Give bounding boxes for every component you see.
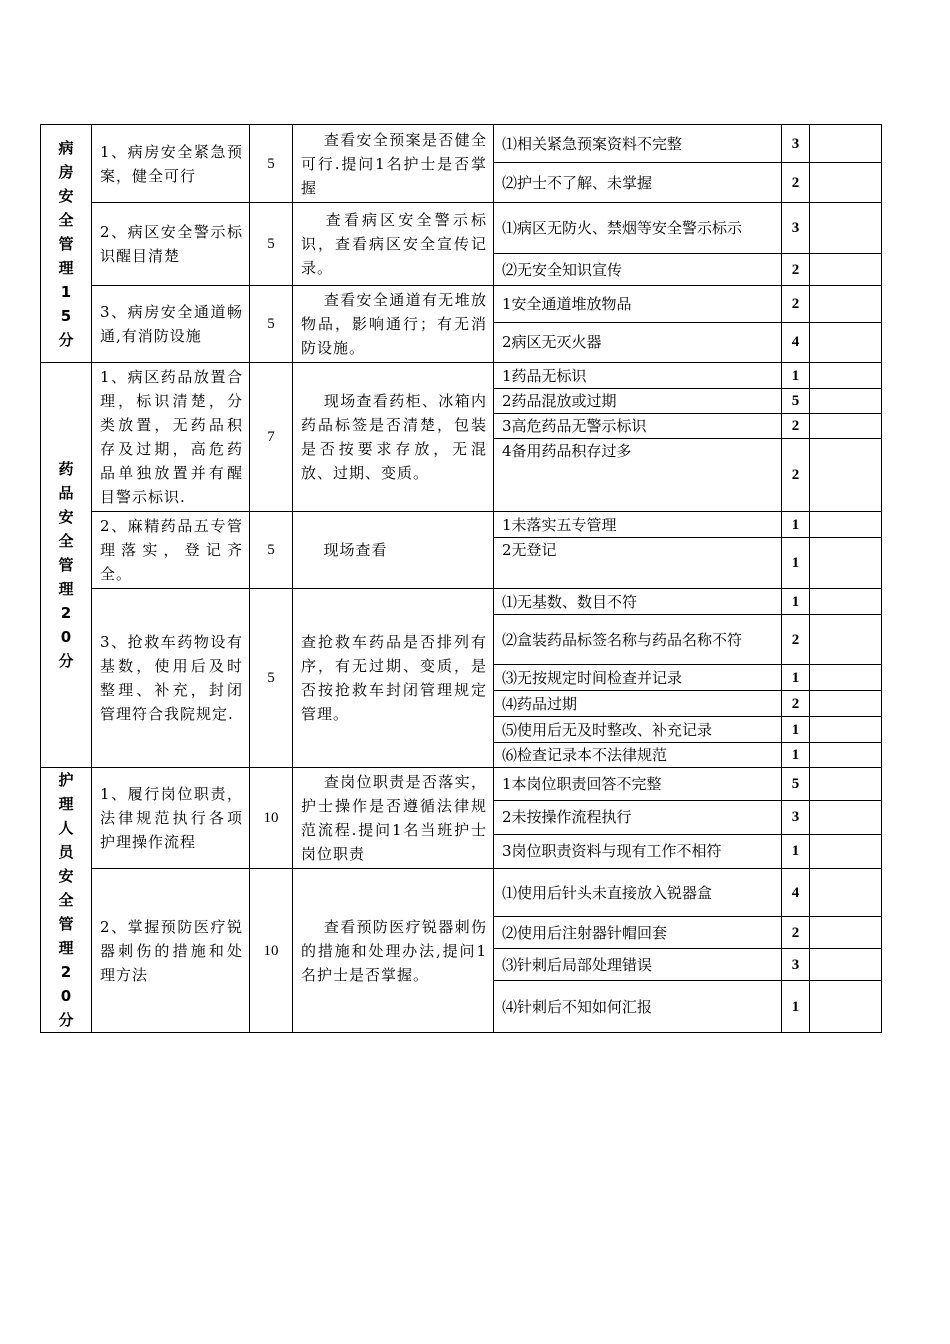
deduction-text: 1药品无标识 <box>494 363 782 389</box>
deduction-points: 5 <box>782 389 810 414</box>
deduction-text: ⑹检查记录本不法律规范 <box>494 743 782 768</box>
table-row <box>41 768 882 801</box>
table-row <box>41 589 882 615</box>
standard-cell: 2、病区安全警示标识醒目清楚 <box>92 203 250 286</box>
score-cell[interactable] <box>810 203 882 254</box>
deduction-text: ⑵无安全知识宣传 <box>494 254 782 286</box>
deduction-text: 2药品混放或过期 <box>494 389 782 414</box>
standard-cell: 2、麻精药品五专管理落实，登记齐全。 <box>92 512 250 589</box>
table-row <box>41 869 882 917</box>
score-cell[interactable] <box>810 801 882 834</box>
deduction-text: 2无登记 <box>494 538 782 589</box>
deduction-text: 2病区无灭火器 <box>494 322 782 362</box>
score-cell[interactable] <box>810 389 882 414</box>
score-cell[interactable] <box>810 917 882 949</box>
deduction-text: ⑶针刺后局部处理错误 <box>494 949 782 981</box>
points-cell: 5 <box>250 589 293 768</box>
deduction-points: 2 <box>782 254 810 286</box>
method-cell: 查看预防医疗锐器刺伤的措施和处理办法,提问1名护士是否掌握。 <box>293 869 494 1033</box>
score-cell[interactable] <box>810 538 882 589</box>
table-row <box>41 363 882 389</box>
deduction-points: 2 <box>782 286 810 323</box>
method-cell: 查看安全通道有无堆放物品，影响通行；有无消防设施。 <box>293 286 494 363</box>
score-cell[interactable] <box>810 254 882 286</box>
deduction-text: ⑴相关紧急预案资料不完整 <box>494 125 782 163</box>
deduction-text: ⑷针刺后不知如何汇报 <box>494 981 782 1033</box>
deduction-text: 1未落实五专管理 <box>494 512 782 538</box>
points-cell: 5 <box>250 125 293 203</box>
points-cell: 10 <box>250 768 293 869</box>
deduction-points: 2 <box>782 163 810 203</box>
deduction-points: 1 <box>782 834 810 868</box>
score-cell[interactable] <box>810 869 882 917</box>
standard-cell: 3、抢救车药物设有基数，使用后及时整理、补充，封闭管理符合我院规定. <box>92 589 250 768</box>
points-cell: 10 <box>250 869 293 1033</box>
deduction-text: ⑵盒装药品标签名称与药品名称不符 <box>494 615 782 665</box>
table-row <box>41 125 882 163</box>
score-cell[interactable] <box>810 768 882 801</box>
deduction-points: 3 <box>782 203 810 254</box>
deduction-points: 1 <box>782 981 810 1033</box>
points-cell: 5 <box>250 512 293 589</box>
deduction-text: ⑵护士不了解、未掌握 <box>494 163 782 203</box>
score-cell[interactable] <box>810 286 882 323</box>
deduction-text: ⑵使用后注射器针帽回套 <box>494 917 782 949</box>
deduction-points: 4 <box>782 322 810 362</box>
deduction-points: 2 <box>782 414 810 439</box>
points-cell: 7 <box>250 363 293 512</box>
deduction-text: 1安全通道堆放物品 <box>494 286 782 323</box>
deduction-text: 2未按操作流程执行 <box>494 801 782 834</box>
method-cell: 查看病区安全警示标识，查看病区安全宣传记录。 <box>293 203 494 286</box>
score-cell[interactable] <box>810 163 882 203</box>
score-cell[interactable] <box>810 589 882 615</box>
method-cell: 查抢救车药品是否排列有序，有无过期、变质，是否按抢救车封闭管理规定管理。 <box>293 589 494 768</box>
score-cell[interactable] <box>810 363 882 389</box>
category-cell: 病房安全管理15分 <box>41 125 92 363</box>
score-cell[interactable] <box>810 125 882 163</box>
score-cell[interactable] <box>810 691 882 717</box>
points-cell: 5 <box>250 286 293 363</box>
deduction-points: 1 <box>782 743 810 768</box>
deduction-points: 3 <box>782 949 810 981</box>
deduction-text: 3岗位职责资料与现有工作不相符 <box>494 834 782 868</box>
deduction-points: 5 <box>782 768 810 801</box>
method-cell: 查看安全预案是否健全可行.提问1名护士是否掌握 <box>293 125 494 203</box>
deduction-points: 1 <box>782 512 810 538</box>
deduction-points: 2 <box>782 917 810 949</box>
deduction-points: 3 <box>782 125 810 163</box>
score-cell[interactable] <box>810 439 882 512</box>
table-row <box>41 512 882 538</box>
table-row <box>41 286 882 323</box>
category-cell: 护理人员安全管理20分 <box>41 768 92 1033</box>
method-cell: 现场查看 <box>293 512 494 589</box>
deduction-points: 2 <box>782 691 810 717</box>
standard-cell: 1、病房安全紧急预案，健全可行 <box>92 125 250 203</box>
deduction-text: ⑸使用后无及时整改、补充记录 <box>494 717 782 743</box>
deduction-text: 3高危药品无警示标识 <box>494 414 782 439</box>
deduction-text: ⑷药品过期 <box>494 691 782 717</box>
score-cell[interactable] <box>810 834 882 868</box>
deduction-text: ⑶无按规定时间检查并记录 <box>494 665 782 691</box>
deduction-points: 2 <box>782 439 810 512</box>
score-cell[interactable] <box>810 615 882 665</box>
deduction-text: 4备用药品积存过多 <box>494 439 782 512</box>
deduction-text: ⑴病区无防火、禁烟等安全警示标示 <box>494 203 782 254</box>
standard-cell: 1、病区药品放置合理，标识清楚，分类放置，无药品积存及过期，高危药品单独放置并有醒目警示标识. <box>92 363 250 512</box>
deduction-text: ⑴使用后针头未直接放入锐器盒 <box>494 869 782 917</box>
deduction-text: ⑴无基数、数目不符 <box>494 589 782 615</box>
category-cell: 药品安全管理20分 <box>41 363 92 768</box>
deduction-points: 1 <box>782 665 810 691</box>
standard-cell: 2、掌握预防医疗锐器刺伤的措施和处理方法 <box>92 869 250 1033</box>
deduction-points: 2 <box>782 615 810 665</box>
deduction-text: 1本岗位职责回答不完整 <box>494 768 782 801</box>
method-cell: 现场查看药柜、冰箱内药品标签是否清楚，包装是否按要求存放，无混放、过期、变质。 <box>293 363 494 512</box>
score-cell[interactable] <box>810 743 882 768</box>
safety-inspection-table <box>40 124 882 1033</box>
method-cell: 查岗位职责是否落实，护士操作是否遵循法律规范流程.提问1名当班护士岗位职责 <box>293 768 494 869</box>
score-cell[interactable] <box>810 717 882 743</box>
score-cell[interactable] <box>810 981 882 1033</box>
points-cell: 5 <box>250 203 293 286</box>
score-cell[interactable] <box>810 949 882 981</box>
deduction-points: 1 <box>782 538 810 589</box>
table-row <box>41 203 882 254</box>
deduction-points: 3 <box>782 801 810 834</box>
standard-cell: 3、病房安全通道畅通,有消防设施 <box>92 286 250 363</box>
deduction-points: 1 <box>782 589 810 615</box>
score-cell[interactable] <box>810 665 882 691</box>
standard-cell: 1、履行岗位职责，法律规范执行各项护理操作流程 <box>92 768 250 869</box>
score-cell[interactable] <box>810 414 882 439</box>
score-cell[interactable] <box>810 512 882 538</box>
deduction-points: 1 <box>782 717 810 743</box>
score-cell[interactable] <box>810 322 882 362</box>
deduction-points: 1 <box>782 363 810 389</box>
deduction-points: 4 <box>782 869 810 917</box>
